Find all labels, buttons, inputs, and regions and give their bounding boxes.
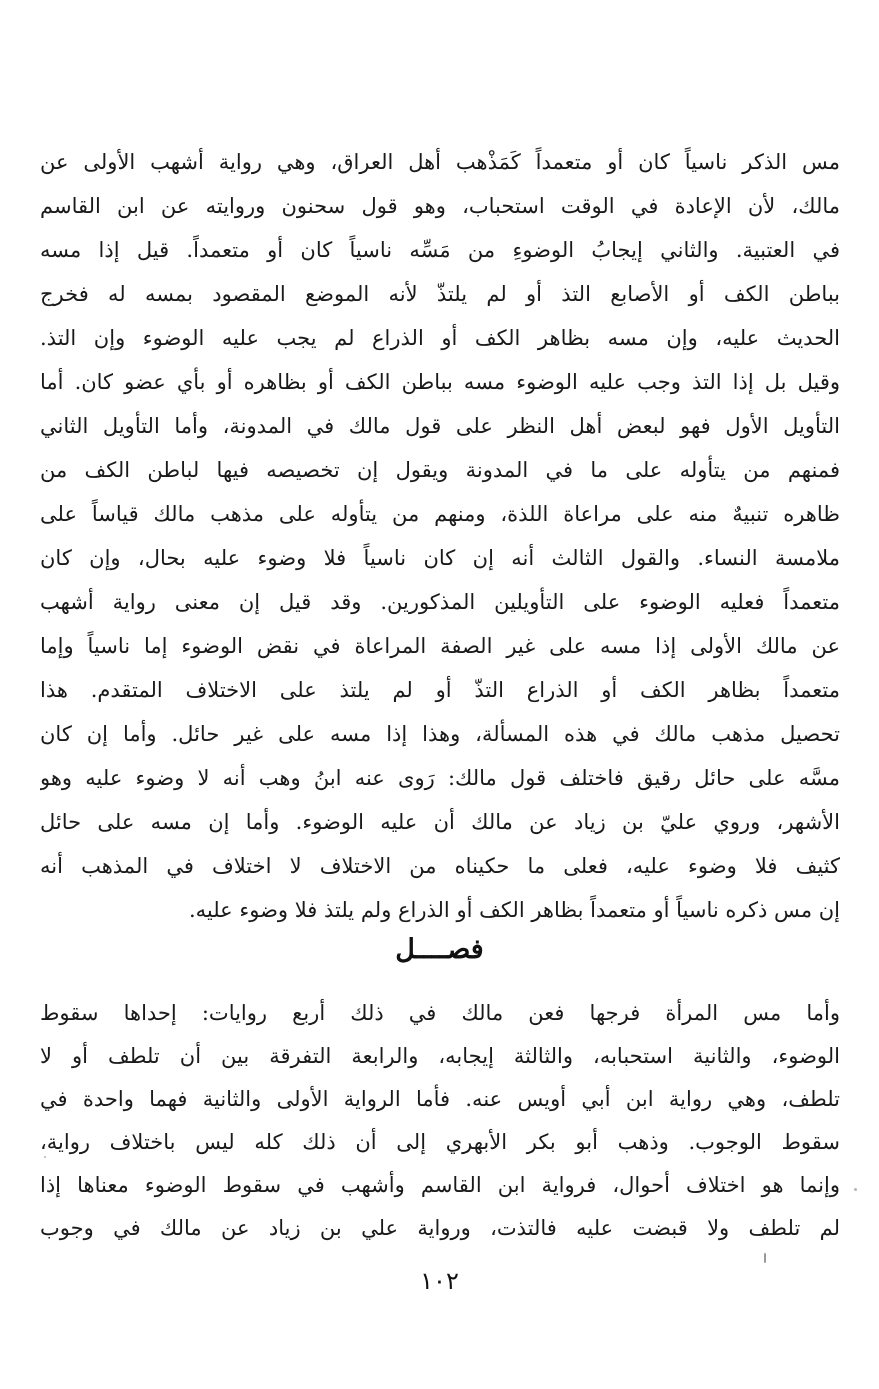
scan-speck — [854, 1188, 857, 1191]
text-line: متعمداً فعليه الوضوء على التأويلين المذكورين. وقد قيل إن معنى رواية أشهب — [40, 590, 840, 614]
text-line: وإنما هو اختلاف أحوال، فرواية ابن القاسم وأشهب في سقوط الوضوء معناها إذا — [40, 1173, 840, 1197]
text-line: في العتبية. والثاني إيجابُ الوضوءِ من مَسِّه ناسياً كان أو متعمداً. قيل إذا مسه — [40, 238, 840, 262]
text-line: مسَّه على حائل رقيق فاختلف قول مالك: رَوى عنه ابنُ وهب أنه لا وضوء عليه وهو — [40, 766, 840, 790]
text-line: الأشهر، وروي عليّ بن زياد عن مالك أن عليه الوضوء. وأما إن مسه على حائل — [40, 810, 840, 834]
text-line: تحصيل مذهب مالك في هذه المسألة، وهذا إذا مسه على غير حائل. وأما إن كان — [40, 722, 840, 746]
text-line: وقيل بل إذا التذ وجب عليه الوضوء مسه بباطن الكف أو بظاهره أو بأي عضو كان. أما — [40, 370, 840, 394]
text-line: عن مالك الأولى إذا مسه على غير الصفة المراعاة في نقض الوضوء إما ناسياً وإما — [40, 634, 840, 658]
text-line: مس الذكر ناسياً كان أو متعمداً كَمَذْهب أهل العراق، وهي رواية أشهب الأولى عن — [40, 150, 840, 174]
text-line: فمنهم من يتأوله على ما في المدونة ويقول إن تخصيصه فيها لباطن الكف من — [40, 458, 840, 482]
scan-speck — [764, 1253, 766, 1263]
paragraph-1 — [40, 140, 840, 932]
text-line: الحديث عليه، وإن مسه بظاهر الكف أو الذراع لم يجب عليه الوضوء وإن التذ. — [40, 326, 840, 350]
text-line: سقوط الوجوب. وذهب أبو بكر الأبهري إلى أن ذلك كله ليس باختلاف رواية، — [40, 1130, 840, 1154]
text-line: كثيف فلا وضوء عليه، فعلى ما حكيناه من الاختلاف لا اختلاف في المذهب أنه — [40, 854, 840, 878]
paragraph-2 — [40, 992, 840, 1250]
text-line: ملامسة النساء. والقول الثالث أنه إن كان ناسياً فلا وضوء عليه بحال، وإن كان — [40, 546, 840, 570]
text-line: لم تلطف ولا قبضت عليه فالتذت، ورواية علي بن زياد عن مالك في وجوب — [40, 1216, 840, 1240]
section-heading: فصــــل — [395, 934, 484, 965]
text-line: تلطف، وهي رواية ابن أبي أويس عنه. فأما الرواية الأولى والثانية فهما واحدة في — [40, 1087, 840, 1111]
text-line: وأما مس المرأة فرجها فعن مالك في ذلك أربع روايات: إحداها سقوط — [40, 1001, 840, 1025]
text-line: الوضوء، والثانية استحبابه، والثالثة إيجابه، والرابعة التفرقة بين أن تلطف أو لا — [40, 1044, 840, 1068]
text-line: التأويل الأول فهو لبعض أهل النظر على قول مالك في المدونة، وأما التأويل الثاني — [40, 414, 840, 438]
text-line: مالك، لأن الإعادة في الوقت استحباب، وهو قول سحنون وروايته عن ابن القاسم — [40, 194, 840, 218]
text-line: بباطن الكف أو الأصابع التذ أو لم يلتذّ لأنه الموضع المقصود بمسه له فخرج — [40, 282, 840, 306]
page-number: ١٠٢ — [420, 1267, 459, 1295]
text-line: متعمداً بظاهر الكف أو الذراع التذّ أو لم يلتذ على الاختلاف المتقدم. هذا — [40, 678, 840, 702]
scan-speck — [44, 1156, 46, 1158]
text-line: ظاهره تنبيهٌ منه على مراعاة اللذة، ومنهم من يتأوله على مذهب مالك قياساً على — [40, 502, 840, 526]
text-line: إن مس ذكره ناسياً أو متعمداً بظاهر الكف أو الذراع ولم يلتذ فلا وضوء عليه. — [188, 898, 840, 922]
